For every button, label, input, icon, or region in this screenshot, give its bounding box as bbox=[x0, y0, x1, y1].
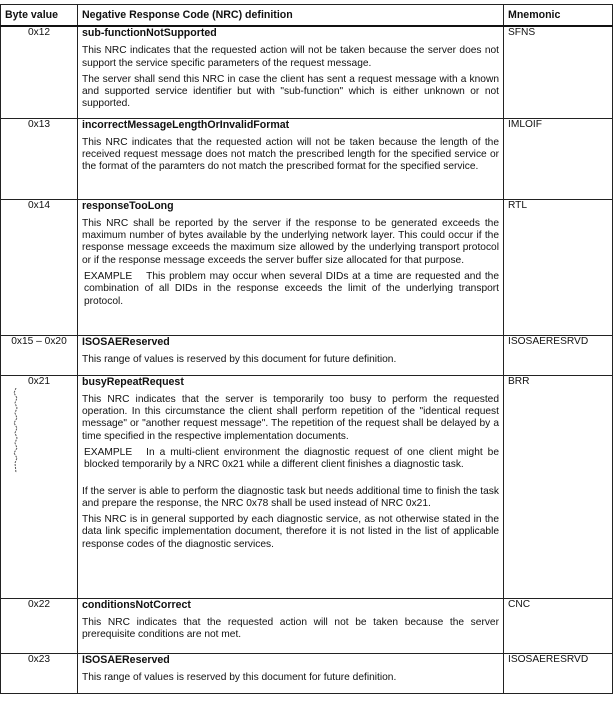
change-bar-mark bbox=[13, 388, 19, 473]
nrc-term: busyRepeatRequest bbox=[82, 375, 184, 388]
header-mnemonic: Mnemonic bbox=[504, 5, 613, 27]
nrc-term: sub-functionNotSupported bbox=[82, 27, 217, 39]
nrc-paragraph: This NRC indicates that the requested action will not be taken because the server prerequisite conditions are not met. bbox=[82, 616, 499, 641]
nrc-table bbox=[0, 4, 613, 694]
example-tag: EXAMPLE bbox=[84, 446, 133, 458]
nrc-paragraph: This range of values is reserved by this document for future definition. bbox=[82, 353, 397, 365]
mnemonic-cell: SFNS bbox=[504, 26, 613, 118]
mnemonic-cell: CNC bbox=[504, 598, 613, 653]
example-text: This problem may occur when several DIDs at a time are requested and the combination of all DIDs in the response exceeds the limit of the underlying transport protocol. bbox=[84, 270, 499, 307]
nrc-paragraph: This NRC is in general supported by each diagnostic service, as not otherwise stated in the data link specific implementation document, therefore it is not listed in the list of applicable response codes of the diagnostic services. bbox=[82, 514, 499, 550]
byte-value-cell: 0x15 – 0x20 bbox=[1, 335, 78, 375]
mnemonic-cell: BRR bbox=[504, 375, 613, 598]
example-text: In a multi-client environment the diagnostic request of one client might be blocked temporarily by a NRC 0x21 while a different client finishes a diagnostic task. bbox=[84, 446, 499, 471]
definition-cell bbox=[78, 26, 504, 118]
nrc-paragraph: This range of values is reserved by this document for future definition. bbox=[82, 671, 397, 683]
definition-cell bbox=[78, 375, 504, 598]
byte-value-cell: 0x14 bbox=[1, 199, 78, 335]
byte-value-cell: 0x12 bbox=[1, 26, 78, 118]
table-header-row bbox=[1, 5, 613, 27]
byte-value-cell: 0x22 bbox=[1, 598, 78, 653]
mnemonic-cell: ISOSAERESRVD bbox=[504, 335, 613, 375]
definition-cell bbox=[78, 118, 504, 199]
nrc-paragraph: This NRC indicates that the requested action will not be taken because the length of the received request message does not match the prescribed length for the specified service or the format of the paramters do not match the prescribed format for the specified service. bbox=[82, 136, 499, 173]
nrc-paragraph: If the server is able to perform the diagnostic task but needs additional time to finish the task and prepare the response, the NRC 0x78 shall be used instead of NRC 0x21. bbox=[82, 485, 499, 509]
header-byte-value: Byte value bbox=[1, 5, 78, 27]
nrc-paragraph: This NRC indicates that the requested action will not be taken because the server does not support the service specific parameters of the request message. bbox=[82, 45, 499, 69]
table-row bbox=[1, 335, 613, 375]
definition-cell bbox=[78, 199, 504, 335]
table-row bbox=[1, 26, 613, 118]
table-row bbox=[1, 598, 613, 653]
nrc-paragraph: This NRC shall be reported by the server if the response to be generated exceeds the maximum number of bytes available by the underlying network layer. This could occur if the response message exceeds the maximum size allowed by the underlying transport protocol or if the response message exceeds the server buffer size allocated for that purpose. bbox=[82, 217, 499, 266]
definition-cell bbox=[78, 598, 504, 653]
table-row bbox=[1, 653, 613, 693]
definition-cell bbox=[78, 335, 504, 375]
nrc-example bbox=[82, 271, 499, 308]
nrc-term: ISOSAEReserved bbox=[82, 335, 170, 348]
table-row bbox=[1, 199, 613, 335]
byte-value-cell: 0x21 bbox=[1, 375, 78, 598]
definition-cell bbox=[78, 653, 504, 693]
nrc-example bbox=[82, 447, 499, 472]
mnemonic-cell: RTL bbox=[504, 199, 613, 335]
nrc-term: ISOSAEReserved bbox=[82, 653, 170, 666]
nrc-paragraph: The server shall send this NRC in case the client has sent a request message with a known and supported service identifier but with "sub-function" which is either unknown or not supported. bbox=[82, 73, 499, 110]
mnemonic-cell: IMLOIF bbox=[504, 118, 613, 199]
byte-value-cell: 0x13 bbox=[1, 118, 78, 199]
nrc-paragraph: This NRC indicates that the server is temporarily too busy to perform the requested operation. In this circumstance the client shall perform repetition of the "identical request message" or "another request message". The repetition of the request shall be delayed by a time specified in the respective implementation documents. bbox=[82, 393, 499, 442]
nrc-term: responseTooLong bbox=[82, 199, 174, 212]
example-tag: EXAMPLE bbox=[84, 270, 133, 282]
mnemonic-cell: ISOSAERESRVD bbox=[504, 653, 613, 693]
table-row bbox=[1, 375, 613, 598]
byte-value-cell: 0x23 bbox=[1, 653, 78, 693]
table-row bbox=[1, 118, 613, 199]
nrc-term: incorrectMessageLengthOrInvalidFormat bbox=[82, 118, 290, 131]
nrc-term: conditionsNotCorrect bbox=[82, 598, 191, 611]
header-definition: Negative Response Code (NRC) definition bbox=[78, 5, 504, 27]
